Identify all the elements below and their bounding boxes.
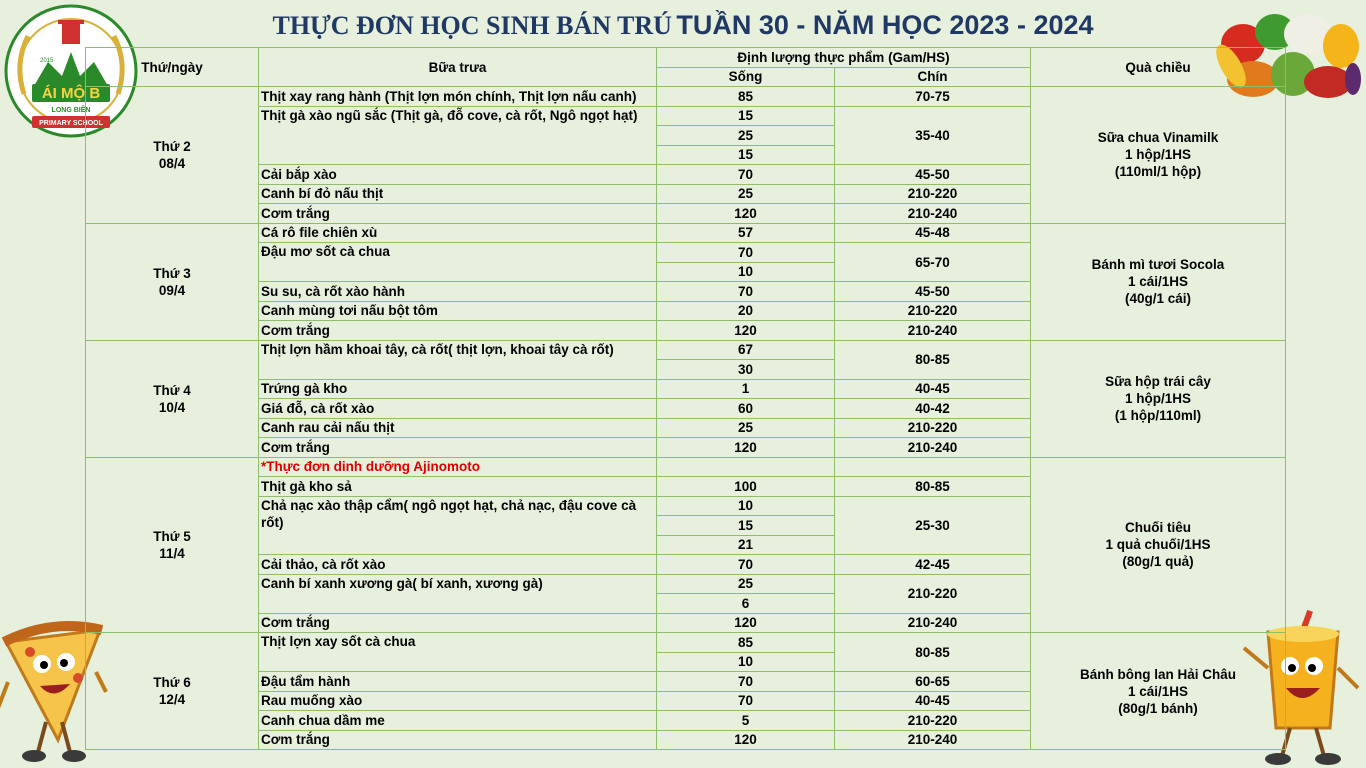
snack-line: (110ml/1 hộp) bbox=[1114, 164, 1202, 180]
cooked-amount: 210-240 bbox=[835, 321, 1031, 341]
dish-name: Canh bí xanh xương gà( bí xanh, xương gà) bbox=[259, 574, 657, 613]
day-cell bbox=[86, 87, 259, 224]
snack-line: Bánh mì tươi Socola bbox=[1091, 257, 1225, 272]
raw-amount: 100 bbox=[657, 477, 835, 497]
dish-name: Canh bí đỏ nấu thịt bbox=[259, 184, 657, 204]
raw-amount: 70 bbox=[657, 555, 835, 575]
dish-name: Canh rau cải nấu thịt bbox=[259, 418, 657, 438]
cooked-amount: 210-240 bbox=[835, 730, 1031, 750]
snack-line: Bánh bông lan Hải Châu bbox=[1079, 666, 1236, 682]
table-row bbox=[86, 340, 1286, 360]
dish-name: Giá đỗ, cà rốt xào bbox=[259, 399, 657, 419]
dish-name: Trứng gà kho bbox=[259, 379, 657, 399]
snack-line: (80g/1 quả) bbox=[1122, 554, 1194, 570]
snack-line: (1 hộp/110ml) bbox=[1114, 408, 1202, 423]
day-name: Thứ 5 bbox=[153, 528, 191, 544]
raw-amount: 120 bbox=[657, 613, 835, 633]
dish-name: Thịt gà xào ngũ sắc (Thịt gà, đỗ cove, cà rốt, Ngô ngọt hạt) bbox=[259, 106, 657, 165]
title-main: THỰC ĐƠN HỌC SINH BÁN TRÚ bbox=[272, 11, 672, 40]
afternoon-snack-cell bbox=[1031, 223, 1286, 340]
logo-name: ÁI MỘ B bbox=[41, 85, 101, 102]
snack-line: Sữa chua Vinamilk bbox=[1097, 130, 1219, 146]
day-date: 11/4 bbox=[159, 545, 185, 561]
dish-name: Cơm trắng bbox=[259, 730, 657, 750]
raw-amount: 15 bbox=[657, 145, 835, 165]
cooked-amount: 40-45 bbox=[835, 379, 1031, 399]
day-cell bbox=[86, 633, 259, 750]
dish-name: Rau muống xào bbox=[259, 691, 657, 711]
raw-amount: 10 bbox=[657, 262, 835, 282]
raw-amount: 85 bbox=[657, 633, 835, 653]
empty-cell bbox=[657, 457, 835, 477]
day-date: 08/4 bbox=[158, 155, 186, 171]
cooked-amount: 210-220 bbox=[835, 711, 1031, 731]
raw-amount: 85 bbox=[657, 87, 835, 107]
menu-table bbox=[85, 47, 1286, 750]
logo-school: PRIMARY SCHOOL bbox=[39, 120, 103, 127]
snack-line: (80g/1 bánh) bbox=[1118, 700, 1198, 716]
raw-amount: 70 bbox=[657, 165, 835, 185]
raw-amount: 15 bbox=[657, 106, 835, 126]
raw-amount: 25 bbox=[657, 184, 835, 204]
day-name: Thứ 4 bbox=[153, 382, 191, 398]
day-name: Thứ 2 bbox=[153, 138, 191, 154]
dish-name: Thịt lợn xay sốt cà chua bbox=[259, 633, 657, 672]
cooked-amount: 40-45 bbox=[835, 691, 1031, 711]
raw-amount: 70 bbox=[657, 691, 835, 711]
dish-name: Cơm trắng bbox=[259, 321, 657, 341]
raw-amount: 10 bbox=[657, 652, 835, 672]
raw-amount: 67 bbox=[657, 340, 835, 360]
table-row bbox=[86, 457, 1286, 477]
day-date: 10/4 bbox=[158, 399, 186, 415]
raw-amount: 70 bbox=[657, 282, 835, 302]
table-row bbox=[86, 223, 1286, 243]
cooked-amount: 210-240 bbox=[835, 613, 1031, 633]
day-cell bbox=[86, 223, 259, 340]
title-week: TUẦN 30 - NĂM HỌC 2023 - 2024 bbox=[676, 10, 1094, 40]
dish-name: Su su, cà rốt xào hành bbox=[259, 282, 657, 302]
raw-amount: 60 bbox=[657, 399, 835, 419]
raw-amount: 6 bbox=[657, 594, 835, 614]
header-afternoon: Quà chiều bbox=[1031, 48, 1286, 87]
raw-amount: 120 bbox=[657, 321, 835, 341]
snack-line: 1 hộp/1HS bbox=[1124, 147, 1191, 163]
dish-name: Cơm trắng bbox=[259, 204, 657, 224]
raw-amount: 30 bbox=[657, 360, 835, 380]
header-cooked: Chín bbox=[835, 67, 1031, 87]
cooked-amount: 60-65 bbox=[835, 672, 1031, 692]
header-raw: Sống bbox=[657, 67, 835, 87]
cooked-amount: 70-75 bbox=[835, 87, 1031, 107]
cooked-amount: 42-45 bbox=[835, 555, 1031, 575]
cooked-amount: 25-30 bbox=[835, 496, 1031, 555]
table-row bbox=[86, 633, 1286, 653]
dish-name: Cải bắp xào bbox=[259, 165, 657, 185]
raw-amount: 70 bbox=[657, 672, 835, 692]
dish-name: Cơm trắng bbox=[259, 438, 657, 458]
raw-amount: 25 bbox=[657, 418, 835, 438]
cooked-amount: 80-85 bbox=[835, 340, 1031, 379]
cooked-amount: 40-42 bbox=[835, 399, 1031, 419]
afternoon-snack-cell bbox=[1031, 457, 1286, 633]
cooked-amount: 210-220 bbox=[835, 418, 1031, 438]
raw-amount: 25 bbox=[657, 574, 835, 594]
cooked-amount: 35-40 bbox=[835, 106, 1031, 165]
cooked-amount: 45-48 bbox=[835, 223, 1031, 243]
raw-amount: 57 bbox=[657, 223, 835, 243]
header-quantity: Định lượng thực phẩm (Gam/HS) bbox=[657, 48, 1031, 68]
logo-district: LONG BIÊN bbox=[51, 107, 91, 114]
raw-amount: 120 bbox=[657, 438, 835, 458]
snack-line: Chuối tiêu bbox=[1125, 520, 1191, 536]
raw-amount: 120 bbox=[657, 204, 835, 224]
page-title bbox=[150, 6, 1216, 44]
dish-name: Cải thảo, cà rốt xào bbox=[259, 555, 657, 575]
snack-line: (40g/1 cái) bbox=[1124, 291, 1192, 306]
table-row bbox=[86, 87, 1286, 107]
day-cell bbox=[86, 340, 259, 457]
raw-amount: 20 bbox=[657, 301, 835, 321]
snack-line: 1 quả chuối/1HS bbox=[1105, 537, 1211, 553]
dish-name: Thịt gà kho sả bbox=[259, 477, 657, 497]
day-date: 12/4 bbox=[158, 692, 186, 707]
day-name: Thứ 3 bbox=[153, 265, 191, 281]
empty-cell bbox=[835, 457, 1031, 477]
dish-name: Đậu mơ sốt cà chua bbox=[259, 243, 657, 282]
snack-line: 1 cái/1HS bbox=[1127, 274, 1189, 289]
cooked-amount: 210-220 bbox=[835, 574, 1031, 613]
afternoon-snack-cell bbox=[1031, 633, 1286, 750]
snack-line: 1 hộp/1HS bbox=[1124, 391, 1191, 406]
dish-name: Cơm trắng bbox=[259, 613, 657, 633]
raw-amount: 25 bbox=[657, 126, 835, 146]
raw-amount: 5 bbox=[657, 711, 835, 731]
cooked-amount: 210-240 bbox=[835, 438, 1031, 458]
day-name: Thứ 6 bbox=[153, 675, 191, 690]
dish-name: Canh chua dầm me bbox=[259, 711, 657, 731]
cooked-amount: 45-50 bbox=[835, 165, 1031, 185]
afternoon-snack-cell bbox=[1031, 340, 1286, 457]
header-lunch: Bữa trưa bbox=[259, 48, 657, 87]
raw-amount: 1 bbox=[657, 379, 835, 399]
raw-amount: 120 bbox=[657, 730, 835, 750]
cooked-amount: 210-220 bbox=[835, 301, 1031, 321]
snack-line: Sữa hộp trái cây bbox=[1105, 374, 1211, 389]
raw-amount: 21 bbox=[657, 535, 835, 555]
dish-name: Chả nạc xào thập cẩm( ngô ngọt hạt, chả nạc, đậu cove cà rốt) bbox=[259, 496, 657, 555]
cooked-amount: 45-50 bbox=[835, 282, 1031, 302]
cooked-amount: 210-220 bbox=[835, 184, 1031, 204]
day-date: 09/4 bbox=[158, 282, 186, 298]
day-cell bbox=[86, 457, 259, 633]
afternoon-snack-cell bbox=[1031, 87, 1286, 224]
dish-name: Thịt lợn hầm khoai tây, cà rốt( thịt lợn, khoai tây cà rốt) bbox=[259, 340, 657, 379]
cooked-amount: 65-70 bbox=[835, 243, 1031, 282]
snack-line: 1 cái/1HS bbox=[1127, 683, 1189, 699]
raw-amount: 15 bbox=[657, 516, 835, 536]
dish-name: Cá rô file chiên xù bbox=[259, 223, 657, 243]
dish-name: Canh mùng tơi nấu bột tôm bbox=[259, 301, 657, 321]
cooked-amount: 80-85 bbox=[835, 477, 1031, 497]
dish-name: Thịt xay rang hành (Thịt lợn món chính, Thịt lợn nấu canh) bbox=[259, 87, 657, 107]
header-day: Thứ/ngày bbox=[86, 48, 259, 87]
raw-amount: 10 bbox=[657, 496, 835, 516]
dish-name: Đậu tẩm hành bbox=[259, 672, 657, 692]
cooked-amount: 80-85 bbox=[835, 633, 1031, 672]
logo-year: 2015 bbox=[40, 58, 54, 64]
cooked-amount: 210-240 bbox=[835, 204, 1031, 224]
nutrition-note: *Thực đơn dinh dưỡng Ajinomoto bbox=[259, 457, 657, 477]
raw-amount: 70 bbox=[657, 243, 835, 263]
